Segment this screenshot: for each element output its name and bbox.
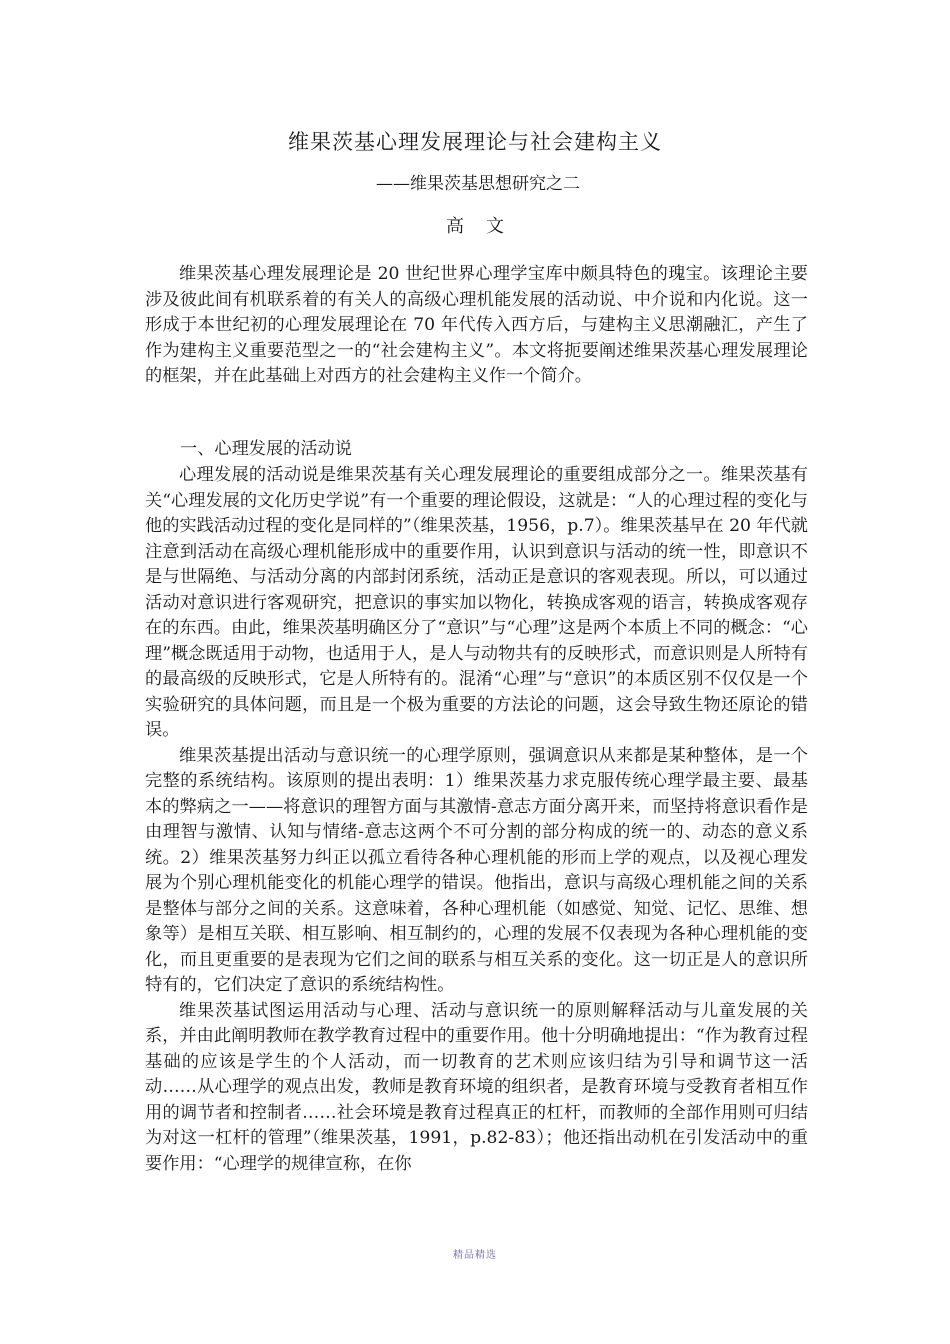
section-heading: 一、心理发展的活动说 xyxy=(180,439,352,459)
main-body xyxy=(145,463,808,1177)
body-paragraph-3: 维果茨基试图运用活动与心理、活动与意识统一的原则解释活动与儿童发展的关系，并由此阐明教师在教学教育过程中的重要作用。他十分明确地提出：“作为教育过程基础的应该是学生的个人活动，而一切教育的艺术则应该归结为引导和调节这一活动……从心理学的观点出发，教师是教育环境的组织者，是教育环境与受教育者相互作用的调节者和控制者……社会环境是教育过程真正的杠杆，而教师的全部作用则可归结为对这一杠杆的管理”（维果茨基，1991，p.82-83）；他还指出动机在引发活动中的重要作用：“心理学的规律宣称，在你 xyxy=(145,1000,808,1174)
body-paragraph-2: 维果茨基提出活动与意识统一的心理学原则，强调意识从来都是某种整体，是一个完整的系统结构。该原则的提出表明：1）维果茨基力求克服传统心理学最主要、最基本的弊病之一——将意识的理智方面与其激情-意志方面分离开来，而坚持将意识看作是由理智与激情、认知与情绪-意志这两个不可分割的部分构成的统一的、动态的意义系统。2）维果茨基努力纠正以孤立看待各种心理机能的形而上学的观点，以及视心理发展为个别心理机能变化的机能心理学的错误。他指出，意识与高级心理机能之间的关系是整体与部分之间的关系。这意味着，各种心理机能（如感觉、知觉、记忆、思维、想象等）是相互关联、相互影响、相互制约的，心理的发展不仅表现为各种心理机能的变化，而且更重要的是表现为它们之间的联系与相互关系的变化。这一切正是人的意识所特有的，它们决定了意识的系统结构性。 xyxy=(145,745,808,995)
abstract xyxy=(145,262,808,390)
page-footer: 精品精选 xyxy=(453,1250,497,1261)
author-name: 高文 xyxy=(446,216,526,237)
page-title: 维果茨基心理发展理论与社会建构主义 xyxy=(288,130,662,154)
page-subtitle: ——维果茨基思想研究之二 xyxy=(376,174,580,194)
abstract-paragraph: 维果茨基心理发展理论是 20 世纪世界心理学宝库中颇具特色的瑰宝。该理论主要涉及彼此间有机联系着的有关人的高级心理机能发展的活动说、中介说和内化说。这一形成于本世纪初的心理发展理论在 70 年代传入西方后，与建构主义思潮融汇，产生了作为建构主义重要范型之一的“社会建构主义”。本文将扼要阐述维果茨基心理发展理论的框架，并在此基础上对西方的社会建构主义作一个简介。 xyxy=(145,264,808,386)
body-paragraph-1: 心理发展的活动说是维果茨基有关心理发展理论的重要组成部分之一。维果茨基有关“心理发展的文化历史学说”有一个重要的理论假设，这就是：“人的心理过程的变化与他的实践活动过程的变化是同样的”（维果茨基，1956，p.7）。维果茨基早在 20 年代就注意到活动在高级心理机能形成中的重要作用，认识到意识与活动的统一性，即意识不是与世隔绝、与活动分离的内部封闭系统，活动正是意识的客观表现。所以，可以通过活动对意识进行客观研究，把意识的事实加以物化，转换成客观的语言，转换成客观存在的东西。由此，维果茨基明确区分了“意识”与“心理”这是两个本质上不同的概念：“心理”概念既适用于动物，也适用于人，是人与动物共有的反映形式，而意识则是人所特有的最高级的反映形式，它是人所特有的。混淆“心理”与“意识”的本质区别不仅仅是一个实验研究的具体问题，而且是一个极为重要的方法论的问题，这会导致生物还原论的错误。 xyxy=(145,465,808,740)
